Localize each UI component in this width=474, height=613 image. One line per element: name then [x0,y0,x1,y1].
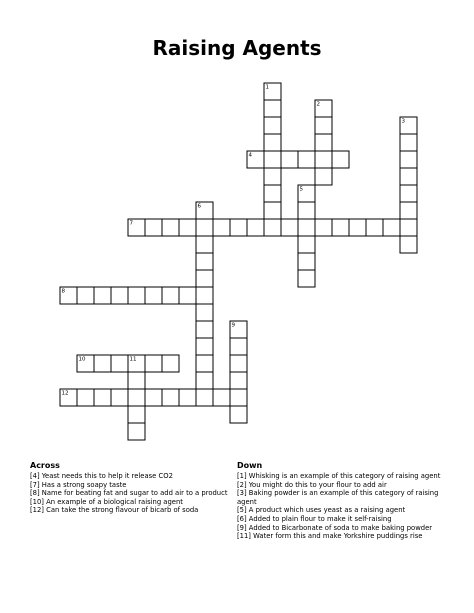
grid-cell[interactable] [128,372,145,389]
grid-cell[interactable] [179,287,196,304]
across-clue: [12] Can take the strong flavour of bicarb of soda [30,506,199,515]
grid-cell[interactable] [298,270,315,287]
grid-cell[interactable] [179,219,196,236]
down-clues [237,461,452,541]
grid-cell[interactable] [264,185,281,202]
grid-cell[interactable] [315,168,332,185]
grid-cell[interactable] [162,389,179,406]
grid-cell[interactable] [196,236,213,253]
across-clue: [4] Yeast needs this to help it release CO2 [30,472,173,480]
grid-cell[interactable] [196,355,213,372]
across-clue: [8] Name for beating fat and sugar to add air to a product [30,489,228,498]
clue-number: 3 [401,118,405,125]
grid-cell[interactable] [332,219,349,236]
grid-cell[interactable] [128,423,145,440]
grid-cell[interactable] [128,389,145,406]
grid-cell[interactable] [400,134,417,151]
grid-cell[interactable] [213,219,230,236]
grid-cell[interactable] [298,253,315,270]
grid-cell[interactable] [264,151,281,168]
grid-cell[interactable] [196,372,213,389]
grid-cell[interactable] [77,287,94,304]
grid-cell[interactable] [315,219,332,236]
across-heading: Across [30,461,60,470]
grid-cell[interactable] [94,389,111,406]
grid-cell[interactable] [400,236,417,253]
clue-number: 9 [231,322,235,329]
down-clue: [5] A product which uses yeast as a raising agent [237,506,406,515]
grid-cell[interactable] [145,355,162,372]
grid-cell[interactable] [264,134,281,151]
grid-cell[interactable] [264,202,281,219]
grid-cell[interactable] [264,168,281,185]
grid-cell[interactable] [145,219,162,236]
grid-cell[interactable] [230,372,247,389]
down-clue: [3] Baking powder is an example of this category of raising agent [237,489,439,506]
grid-cell[interactable] [298,202,315,219]
grid-cell[interactable] [400,185,417,202]
grid-cell[interactable] [196,389,213,406]
grid-cell[interactable] [264,219,281,236]
grid-cell[interactable] [230,338,247,355]
grid-cell[interactable] [196,219,213,236]
grid-cell[interactable] [400,219,417,236]
grid-cell[interactable] [162,287,179,304]
down-clue: [6] Added to plain flour to make it self-raising [237,514,392,523]
grid-cell[interactable] [128,406,145,423]
grid-cell[interactable] [94,355,111,372]
grid-cell[interactable] [111,287,128,304]
clue-number: 6 [197,203,201,210]
grid-cell[interactable] [196,287,213,304]
down-clue: [1] Whisking is an example of this category of raising agent [237,472,441,480]
grid-cell[interactable] [230,406,247,423]
grid-cell[interactable] [179,389,196,406]
grid-cell[interactable] [315,151,332,168]
grid-cell[interactable] [162,355,179,372]
grid-cell[interactable] [145,287,162,304]
down-clue: [9] Added to Bicarbonate of soda to make baking powder [237,523,433,532]
clue-number: 7 [129,220,133,227]
grid-cell[interactable] [111,389,128,406]
grid-cell[interactable] [298,236,315,253]
grid-cell[interactable] [196,321,213,338]
grid-cell[interactable] [315,134,332,151]
across-clue: [10] An example of a biological raising agent [30,497,183,506]
grid-cell[interactable] [349,219,366,236]
grid-cell[interactable] [162,219,179,236]
grid-cell[interactable] [230,355,247,372]
grid-cell[interactable] [332,151,349,168]
clue-number: 11 [129,356,137,363]
grid-cell[interactable] [281,219,298,236]
down-clue: [2] You might do this to your flour to add air [237,480,387,489]
grid-cell[interactable] [366,219,383,236]
grid-cell[interactable] [383,219,400,236]
clue-number: 8 [61,288,65,295]
across-clues [30,461,230,515]
grid-cell[interactable] [264,100,281,117]
grid-cell[interactable] [298,151,315,168]
grid-cell[interactable] [94,287,111,304]
grid-cell[interactable] [213,389,230,406]
grid-cell[interactable] [128,287,145,304]
grid-cell[interactable] [298,219,315,236]
grid-cell[interactable] [196,304,213,321]
grid-cell[interactable] [281,151,298,168]
grid-cell[interactable] [400,202,417,219]
page-title: Raising Agents [152,36,322,60]
grid-cell[interactable] [264,117,281,134]
grid-cell[interactable] [230,389,247,406]
grid-cell[interactable] [247,219,264,236]
clue-number: 1 [265,84,269,91]
across-clue: [7] Has a strong soapy taste [30,480,127,489]
grid-cell[interactable] [77,389,94,406]
down-heading: Down [237,461,263,470]
grid-cell[interactable] [196,253,213,270]
clue-number: 5 [299,186,303,193]
clue-number: 12 [61,390,69,397]
clue-number: 4 [248,152,252,159]
grid-cell[interactable] [145,389,162,406]
grid-cell[interactable] [400,151,417,168]
clue-number: 2 [316,101,320,108]
down-clue: [11] Water form this and make Yorkshire puddings rise [237,532,423,541]
grid-cell[interactable] [315,117,332,134]
grid-cell[interactable] [196,338,213,355]
grid-cell[interactable] [230,219,247,236]
grid-cell[interactable] [400,168,417,185]
clue-number: 10 [78,356,86,363]
grid-cell[interactable] [111,355,128,372]
grid-cell[interactable] [196,270,213,287]
